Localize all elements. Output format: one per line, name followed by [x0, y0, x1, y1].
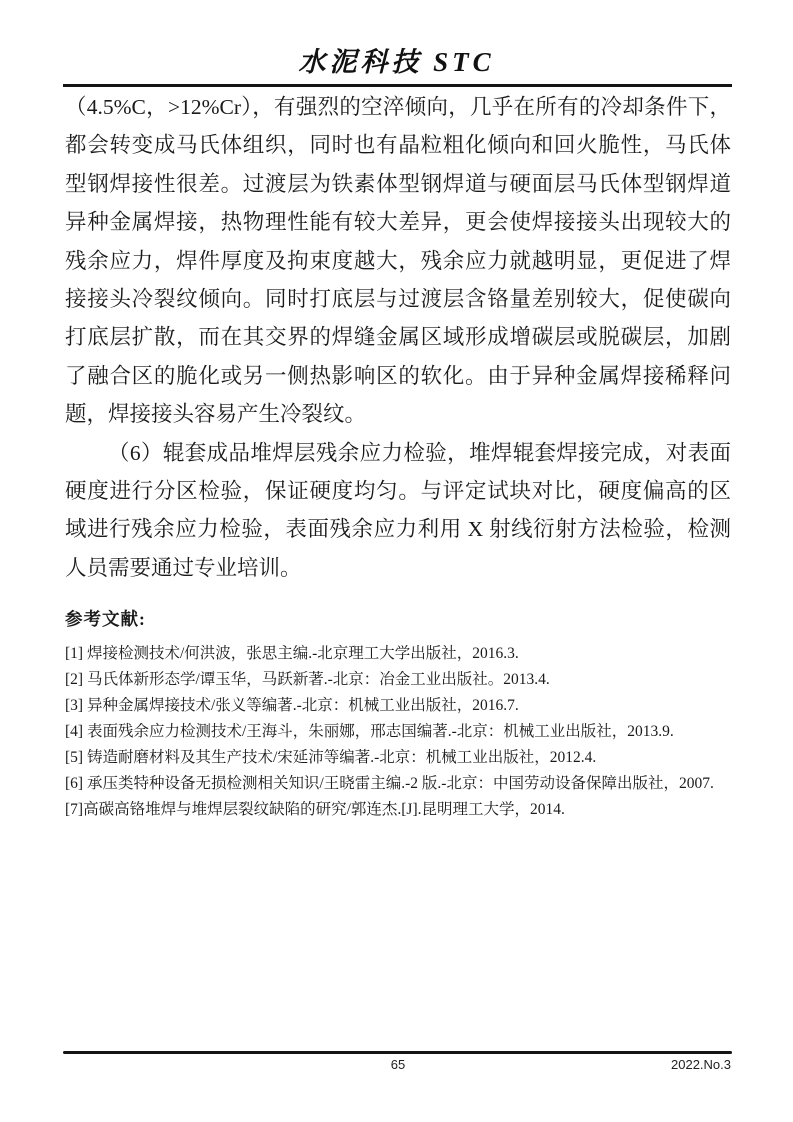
page-number: 65 — [390, 1057, 406, 1072]
reference-item: [1] 焊接检测技术/何洪波，张思主编.-北京理工大学出版社，2016.3. — [65, 645, 519, 662]
body-text — [65, 88, 731, 587]
references-list — [65, 641, 731, 823]
header-rule — [63, 84, 732, 87]
references-heading: 参考文献: — [65, 609, 146, 629]
reference-item: [2] 马氏体新形态学/谭玉华，马跃新著.-北京：冶金工业出版社。2013.4. — [65, 671, 550, 688]
reference-item: [7]高碳高铬堆焊与堆焊层裂纹缺陷的研究/郭连杰.[J].昆明理工大学，2014. — [65, 801, 565, 818]
paragraph-welding-properties: （4.5%C，>12%Cr），有强烈的空淬倾向，几乎在所有的冷却条件下，都会转变成马氏体组织，同时也有晶粒粗化倾向和回火脆性，马氏体型钢焊接性很差。过渡层为铁素体型钢焊道与硬面层马氏体型钢焊道异种金属焊接，热物理性能有较大差异，更会使焊接接头出现较大的残余应力，焊件厚度及拘束度越大，残余应力就越明显，更促进了焊接接头冷裂纹倾向。同时打底层与过渡层含铬量差别较大，促使碳向打底层扩散，而在其交界的焊缝金属区域形成增碳层或脱碳层，加剧了融合区的脆化或另一侧热影响区的软化。由于异种金属焊接稀释问题，焊接接头容易产生冷裂纹。 — [65, 95, 731, 427]
reference-item: [4] 表面残余应力检测技术/王海斗，朱丽娜，邢志国编著.-北京：机械工业出版社，2013.9. — [65, 723, 674, 740]
reference-item: [5] 铸造耐磨材料及其生产技术/宋延沛等编著.-北京：机械工业出版社，2012.4. — [65, 749, 597, 766]
issue-number: 2022.No.3 — [671, 1057, 731, 1072]
paragraph-residual-stress-inspection: （6）辊套成品堆焊层残余应力检验，堆焊辊套焊接完成，对表面硬度进行分区检验，保证硬度均匀。与评定试块对比，硬度偏高的区域进行残余应力检验，表面残余应力利用 X 射线衍射方法检验，检测人员需要通过专业培训。 — [65, 440, 731, 580]
reference-item: [6] 承压类特种设备无损检测相关知识/王晓雷主编.-2 版.-北京：中国劳动设备保障出版社，2007. — [65, 775, 714, 792]
footer — [65, 1057, 731, 1075]
journal-title: 水泥科技 STC — [298, 47, 495, 77]
references-section — [65, 606, 731, 823]
reference-item: [3] 异种金属焊接技术/张义等编著.-北京：机械工业出版社，2016.7. — [65, 697, 519, 714]
footer-rule — [63, 1051, 732, 1054]
